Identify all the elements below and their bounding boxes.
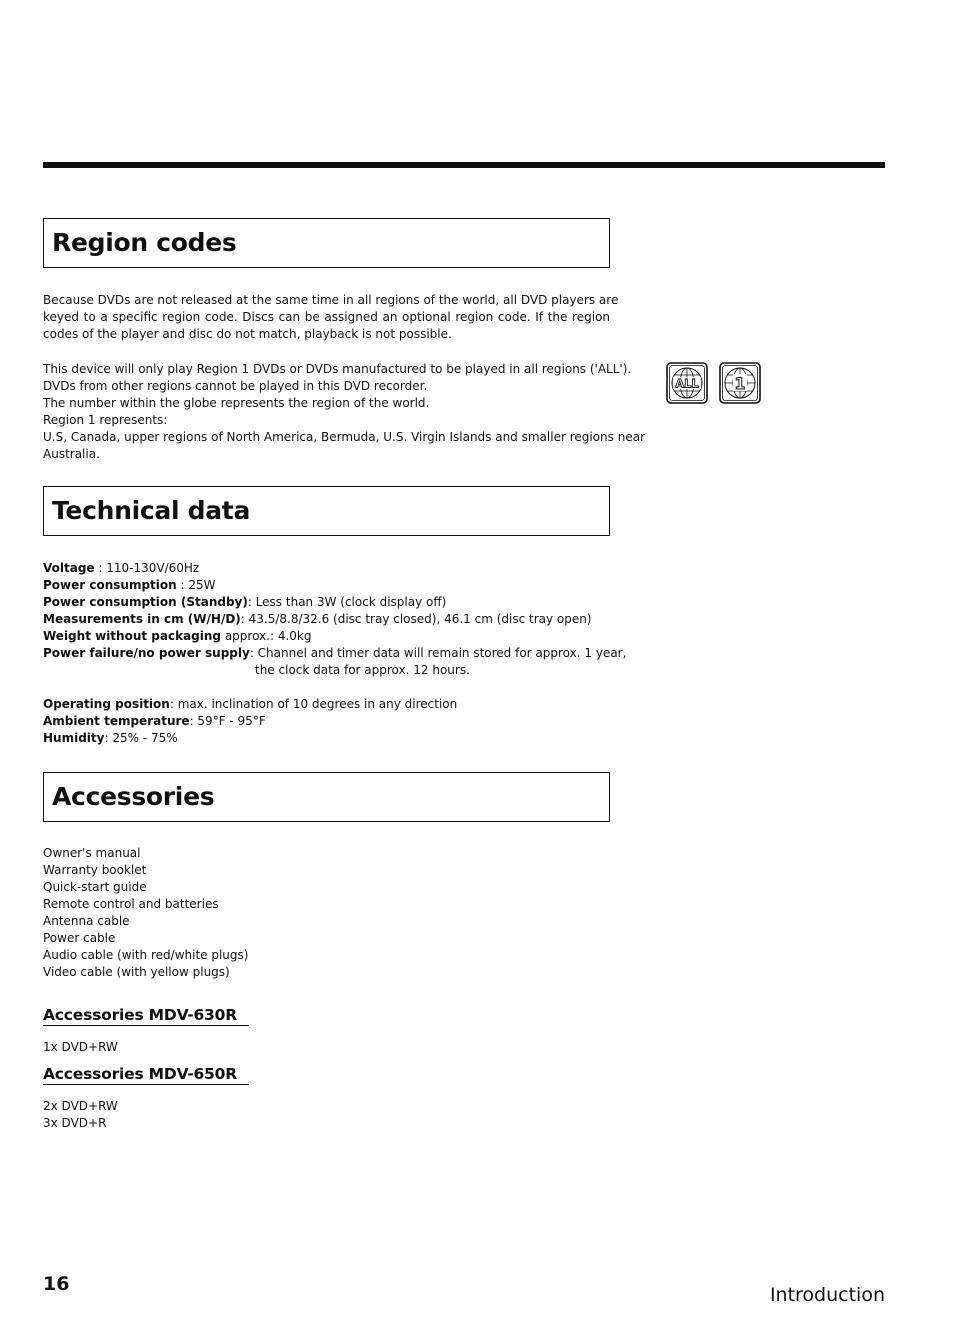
region-detail-line: Region 1 represents:	[43, 413, 168, 427]
spec-value: : 110-130V/60Hz	[94, 561, 200, 575]
technical-spec-list	[43, 560, 627, 747]
spec-label: Weight without packaging	[43, 629, 222, 643]
spec-label: Ambient temperature	[43, 714, 190, 728]
accessories-mdv650-list	[43, 1098, 610, 1132]
region-detail-line: DVDs from other regions cannot be played in this DVD recorder.	[43, 379, 428, 393]
spec-operating	[43, 696, 610, 713]
accessories-list	[43, 845, 610, 981]
spec-spacer	[43, 679, 610, 696]
spec-label: Humidity	[43, 731, 105, 745]
region-intro-line: Because DVDs are not released at the same time in all regions of the world, all DVD players are	[43, 293, 619, 307]
spec-standby	[43, 594, 610, 611]
spec-value: : 59°F - 95°F	[189, 714, 266, 728]
region-intro-line: keyed to a specific region code. Discs can be assigned an optional region code. If the region	[43, 310, 610, 324]
accessories-title: Accessories	[52, 782, 215, 811]
region-detail-line: The number within the globe represents the region of the world.	[43, 396, 430, 410]
spec-label: Power consumption (Standby)	[43, 595, 248, 609]
region-1-globe-icon	[719, 362, 761, 404]
spec-value: : 25% - 75%	[104, 731, 178, 745]
spec-label: Power failure/no power supply	[43, 646, 250, 660]
accessories-header	[43, 772, 610, 822]
region-detail-paragraph	[43, 361, 646, 463]
region-codes-title: Region codes	[52, 228, 237, 257]
list-item: Quick-start guide	[43, 880, 147, 894]
list-item: Owner's manual	[43, 846, 141, 860]
top-rule	[43, 162, 885, 168]
spec-measurements	[43, 611, 610, 628]
spec-value: : Channel and timer data will remain stored for approx. 1 year,	[249, 646, 627, 660]
list-item: Video cable (with yellow plugs)	[43, 965, 230, 979]
list-item: Audio cable (with red/white plugs)	[43, 948, 249, 962]
spec-power	[43, 577, 610, 594]
list-item: Power cable	[43, 931, 116, 945]
footer-section-name: Introduction	[769, 1284, 885, 1306]
spec-label: Voltage	[43, 561, 95, 575]
list-item: 2x DVD+RW	[43, 1099, 118, 1113]
region-1-label: 1	[734, 374, 746, 393]
region-intro-line: codes of the player and disc do not match, playback is not possible.	[43, 327, 452, 341]
spec-value: approx.: 4.0kg	[221, 629, 312, 643]
spec-weight	[43, 628, 610, 645]
spec-voltage	[43, 560, 610, 577]
spec-power-failure	[43, 645, 627, 662]
page-number: 16	[43, 1273, 70, 1295]
region-all-globe-icon	[666, 362, 708, 404]
spec-label: Measurements in cm (W/H/D)	[43, 612, 241, 626]
spec-label: Operating position	[43, 697, 170, 711]
region-intro-paragraph	[43, 292, 619, 343]
accessories-mdv630-list	[43, 1039, 610, 1056]
spec-value: : max. inclination of 10 degrees in any direction	[169, 697, 458, 711]
list-item: 3x DVD+R	[43, 1116, 107, 1130]
region-codes-header	[43, 218, 610, 268]
technical-data-title: Technical data	[52, 496, 251, 525]
spec-label: Power consumption	[43, 578, 177, 592]
accessories-mdv650-heading: Accessories MDV-650R	[43, 1065, 249, 1085]
list-item: 1x DVD+RW	[43, 1040, 118, 1054]
region-detail-line: This device will only play Region 1 DVDs or DVDs manufactured to be played in all regions ('ALL').	[43, 362, 632, 376]
accessories-mdv630-heading: Accessories MDV-630R	[43, 1006, 249, 1026]
spec-humidity	[43, 730, 610, 747]
spec-power-failure-cont: the clock data for approx. 12 hours.	[255, 663, 470, 677]
region-detail-line: U.S, Canada, upper regions of North America, Bermuda, U.S. Virgin Islands and smaller regions near	[43, 430, 646, 444]
spec-value: : Less than 3W (clock display off)	[247, 595, 447, 609]
spec-value: : 43.5/8.8/32.6 (disc tray closed), 46.1 cm (disc tray open)	[240, 612, 592, 626]
technical-data-header	[43, 486, 610, 536]
list-item: Remote control and batteries	[43, 897, 219, 911]
region-all-label: ALL	[675, 376, 699, 391]
list-item: Antenna cable	[43, 914, 130, 928]
region-detail-line: Australia.	[43, 447, 100, 461]
spec-value: : 25W	[176, 578, 216, 592]
spec-ambient	[43, 713, 610, 730]
list-item: Warranty booklet	[43, 863, 147, 877]
